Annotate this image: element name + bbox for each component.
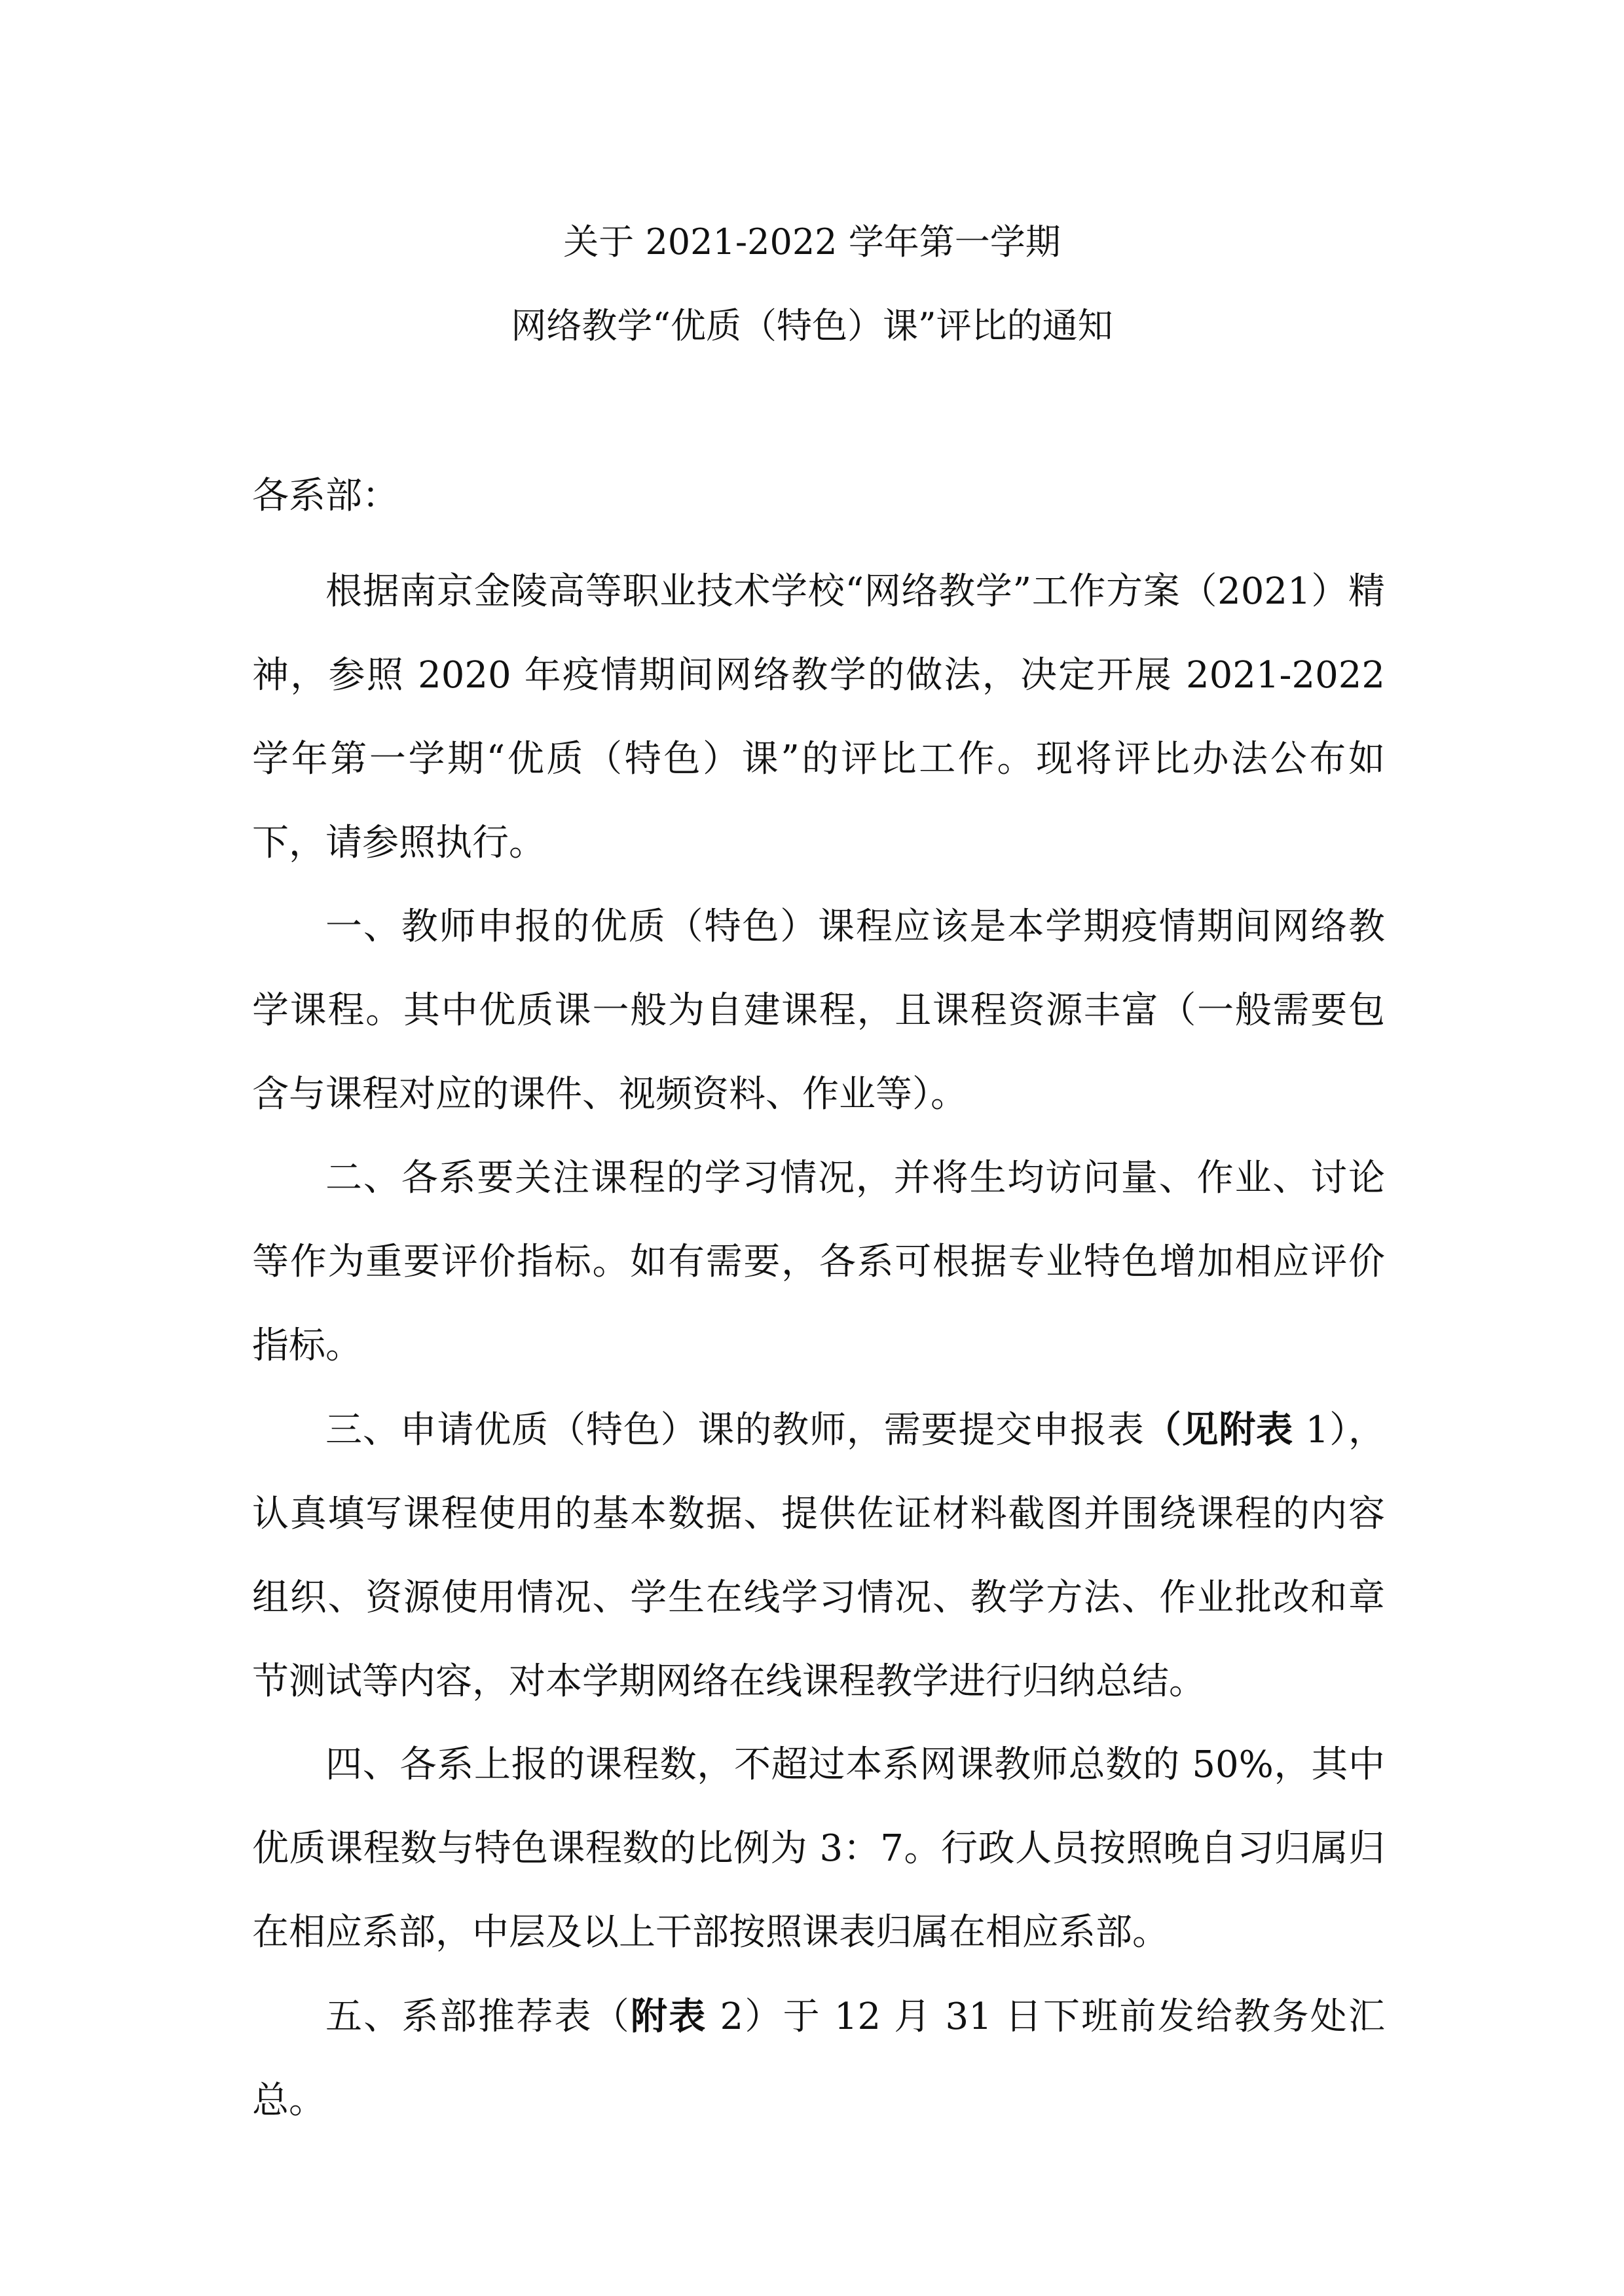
paragraph-item-5-part-1: 五、系部推荐表（ (325, 1995, 631, 2038)
paragraph-item-3 (252, 1388, 1385, 1724)
paragraph-item-4 (252, 1723, 1385, 1975)
paragraph-item-2-text: 二、各系要关注课程的学习情况，并将生均访问量、作业、讨论等作为重要评价指标。如有需要，各系可根据专业特色增加相应评价指标。 (252, 1157, 1385, 1367)
paragraph-item-4-text: 四、各系上报的课程数，不超过本系网课教师总数的 50%，其中优质课程数与特色课程数的比例为 3：7。行政人员按照晚自习归属归在相应系部，中层及以上干部按照课表归属在相应系部。 (252, 1743, 1385, 1954)
paragraph-item-2 (252, 1137, 1385, 1388)
paragraph-intro-text: 根据南京金陵高等职业技术学校“网络教学”工作方案（2021）精神，参照 2020 年疫情期间网络教学的做法，决定开展 2021-2022 学年第一学期“优质（特色）课”的评比工作。现将评比办法公布如下，请参照执行。 (252, 570, 1385, 864)
paragraph-item-5-part-2: 2）于 12 月 31 日下班前发给教务处汇总。 (252, 1995, 1386, 2122)
paragraph-item-3-part-1: 三、申请优质（特色）课的教师，需要提交申报表 (325, 1409, 1145, 1451)
paragraph-item-3-part-2: 1），认真填写课程使用的基本数据、提供佐证材料截图并围绕课程的内容组织、资源使用情况、学生在线学习情况、教学方法、作业批改和章节测试等内容，对本学期网络在线课程教学进行归纳总结。 (252, 1409, 1386, 1703)
paragraph-item-3-text (252, 1388, 1385, 1724)
paragraph-intro (252, 550, 1385, 885)
paragraph-item-5-bold: 附表 (630, 1995, 707, 2038)
salutation: 各系部： (252, 475, 399, 517)
paragraph-item-1-text: 一、教师申报的优质（特色）课程应该是本学期疫情期间网络教学课程。其中优质课一般为自建课程，且课程资源丰富（一般需要包含与课程对应的课件、视频资料、作业等）。 (252, 905, 1385, 1116)
paragraph-item-5-text (252, 1975, 1385, 2143)
paragraph-item-3-bold: （见附表 (1144, 1408, 1294, 1451)
document-title-line-1: 关于 2021-2022 学年第一学期 (563, 221, 1061, 263)
paragraph-item-5 (252, 1975, 1385, 2143)
document-title-line-2: 网络教学“优质（特色）课”评比的通知 (511, 305, 1113, 346)
paragraph-item-1 (252, 885, 1385, 1137)
